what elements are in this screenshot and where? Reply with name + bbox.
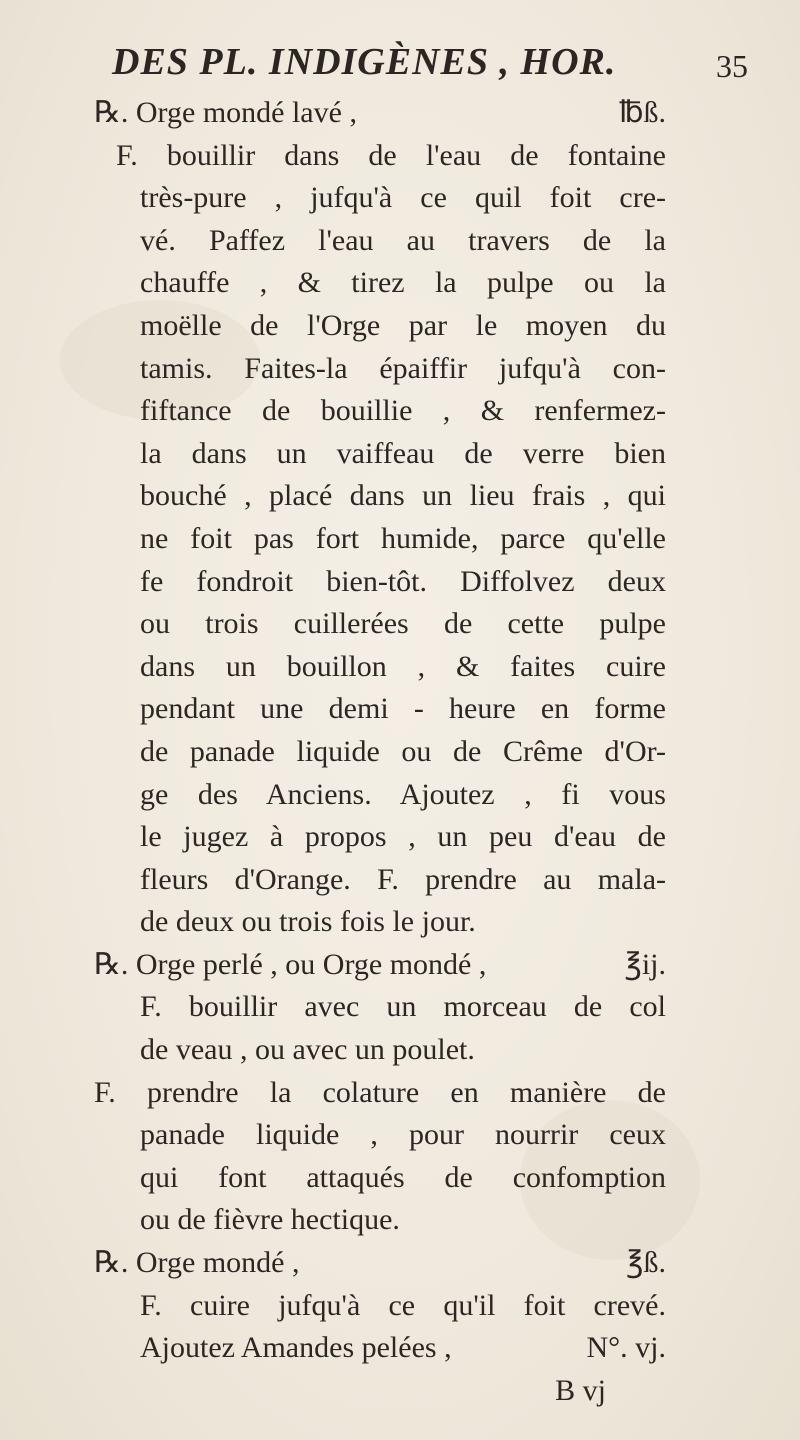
text-line: F. bouillir dans de l'eau de fontaine <box>116 138 666 172</box>
measure-number-six: N°. vj. <box>586 1331 666 1365</box>
text-line: de panade liquide ou de Crême d'Or- <box>140 734 666 768</box>
body-text <box>94 92 666 1412</box>
text-line: ne foit pas fort humide, parce qu'elle <box>140 521 666 555</box>
text-line: Ajoutez Amandes pelées , N°. vj. <box>116 1327 666 1370</box>
text-line: ℞. Orge perlé , ou Orge mondé , ℥ij. <box>94 944 666 987</box>
text-line: fe fondroit bien-tôt. Diffolvez deux <box>140 564 666 598</box>
text-line: vé. Paffez l'eau au travers de la <box>140 223 666 257</box>
measure-ounce-half: ℥ß. <box>626 1246 666 1280</box>
measure-pound-half: ℔ß. <box>618 96 666 129</box>
text-line: fleurs d'Orange. F. prendre au mala- <box>140 862 666 896</box>
text-line: fiftance de bouillie , & renfermez- <box>140 394 666 428</box>
text-line: de deux ou trois fois le jour. <box>140 905 476 939</box>
text-line: tamis. Faites-la épaiffir jufqu'à con- <box>140 351 666 385</box>
measure-ounce-two: ℥ij. <box>624 947 666 981</box>
running-head: DES PL. INDIGÈNES , HOR. <box>112 41 617 83</box>
text-line: panade liquide , pour nourrir ceux <box>140 1118 666 1152</box>
text-line: moëlle de l'Orge par le moyen du <box>140 308 666 342</box>
text-line: qui font attaqués de confomption <box>140 1160 666 1194</box>
text-line: ℞. Orge mondé , ℥ß. <box>94 1242 666 1285</box>
text-line: F. prendre la colature en manière de <box>94 1075 666 1109</box>
text-line: chauffe , & tirez la pulpe ou la <box>140 266 666 300</box>
text-line: F. bouillir avec un morceau de col <box>140 990 666 1024</box>
text-line: très-pure , jufqu'à ce quil foit cre- <box>140 181 666 215</box>
text-line: la dans un vaiffeau de verre bien <box>140 436 666 470</box>
page-number: 35 <box>716 48 748 84</box>
signature-mark: B vj <box>555 1373 606 1407</box>
text-line: ou trois cuillerées de cette pulpe <box>140 607 666 641</box>
page-header <box>112 40 760 92</box>
text-line: de veau , ou avec un poulet. <box>140 1033 475 1067</box>
text-line: dans un bouillon , & faites cuire <box>140 649 666 683</box>
text-line: pendant une demi - heure en forme <box>140 692 666 726</box>
text-line: le jugez à propos , un peu d'eau de <box>140 820 666 854</box>
text-line: bouché , placé dans un lieu frais , qui <box>140 479 666 513</box>
text-line: ℞. Orge mondé lavé , ℔ß. <box>94 92 666 135</box>
text-line: ou de fièvre hectique. <box>140 1203 400 1237</box>
text-line: ge des Anciens. Ajoutez , fi vous <box>140 777 666 811</box>
signature-line <box>116 1370 666 1413</box>
text-line: F. cuire jufqu'à ce qu'il foit crevé. <box>140 1288 666 1322</box>
